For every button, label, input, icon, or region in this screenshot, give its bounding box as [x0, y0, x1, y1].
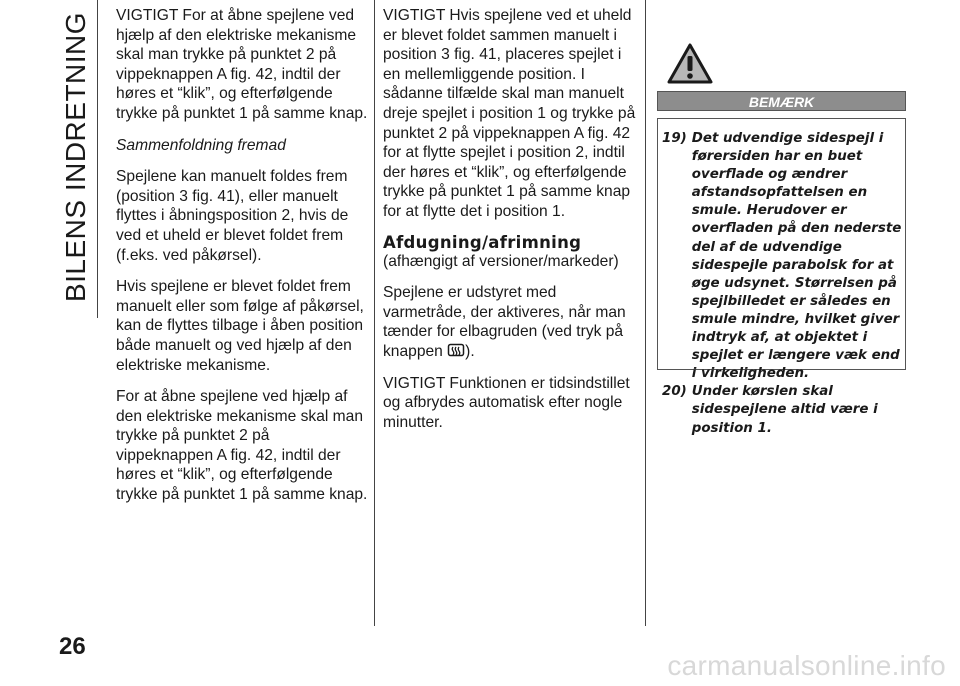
note-text: Det udvendige sidespejl i førersiden har en buet overflade og ændrer afstandsopfattelsen en smule. Herudover er overfladen på den nederste del af de udvendige sidespejle parabolsk for at øge udsynet. Størrelsen på spejlbilledet er således en smule mindre, hvilket giver indtryk af, at objektet i spejlet er længere væk end i virkeligheden.: [691, 131, 902, 382]
section-heading-note: (afhængigt af versioner/markeder): [383, 252, 619, 270]
warning-triangle-icon: [666, 42, 714, 86]
note-number: 20): [662, 384, 687, 400]
notes-title: BEMÆRK: [657, 91, 906, 111]
note-item: [662, 130, 902, 383]
section-title-text: BILENS INDRETNING: [60, 11, 91, 303]
paragraph: VIGTIGT Funktionen er tidsindstillet og afbrydes automatisk efter nogle minutter.: [383, 374, 630, 431]
column-divider-1: [374, 0, 375, 626]
page-number: 26: [59, 633, 86, 660]
paragraph: VIGTIGT For at åbne spejlene ved hjælp af den elektriske mekanisme skal man trykke på punktet 2 på vippeknappen A fig. 42, indtil der høres et “klik”, og efterfølgende trykke på punktet 1 på samme knap.: [116, 7, 368, 122]
note-item: [662, 383, 902, 437]
notes-list: [662, 130, 902, 438]
section-heading: Afdugning/afrimning: [383, 232, 582, 252]
text-column-2: [383, 6, 637, 444]
note-text: Under kørslen skal sidespejlene altid være i position 1.: [691, 384, 878, 436]
note-number: 19): [662, 131, 687, 146]
rear-window-defrost-icon: [447, 343, 465, 359]
watermark: carmanualsonline.info: [667, 650, 946, 681]
column-divider-2: [645, 0, 646, 626]
paragraph-text: ).: [465, 342, 475, 360]
side-rule: [97, 0, 98, 318]
paragraph: Spejlene kan manuelt foldes frem (position 3 fig. 41), eller manuelt flyttes i åbningsposition 2, hvis de ved et uheld er blevet foldet frem (f.eks. ved påkørsel).: [116, 168, 349, 264]
paragraph: For at åbne spejlene ved hjælp af den elektriske mekanisme skal man trykke på punktet 2 på vippeknappen A fig. 42, indtil der høres et “klik”, og efterfølgende trykke på punktet 1 på samme knap.: [116, 388, 368, 504]
paragraph-defrost: [383, 283, 637, 361]
paragraph: VIGTIGT Hvis spejlene ved et uheld er blevet foldet sammen manuelt i position 3 fig. 41, placeres spejlet i en mellemliggende position. I sådanne tilfælde skal man manuelt dreje spejlet i position 1 og trykke på punktet 2 på vippeknappen A fig. 42 for at flytte spejlet i position 2, indtil der høres et “klik”, og efterfølgende trykke på punktet 1 på samme knap for at flytte det i position 1.: [383, 7, 636, 220]
subheading: Sammenfoldning fremad: [116, 136, 286, 154]
text-column-1: [116, 6, 368, 517]
section-title: [48, 4, 104, 310]
paragraph-text: Spejlene er udstyret med varmetråde, der aktiveres, når man tænder for elbagruden (ved tryk på knappen: [383, 284, 626, 360]
paragraph: Hvis spejlene er blevet foldet frem manuelt eller som følge af påkørsel, kan de flyttes tilbage i åben position både manuelt og ved hjælp af den elektriske mekanisme.: [116, 278, 364, 374]
